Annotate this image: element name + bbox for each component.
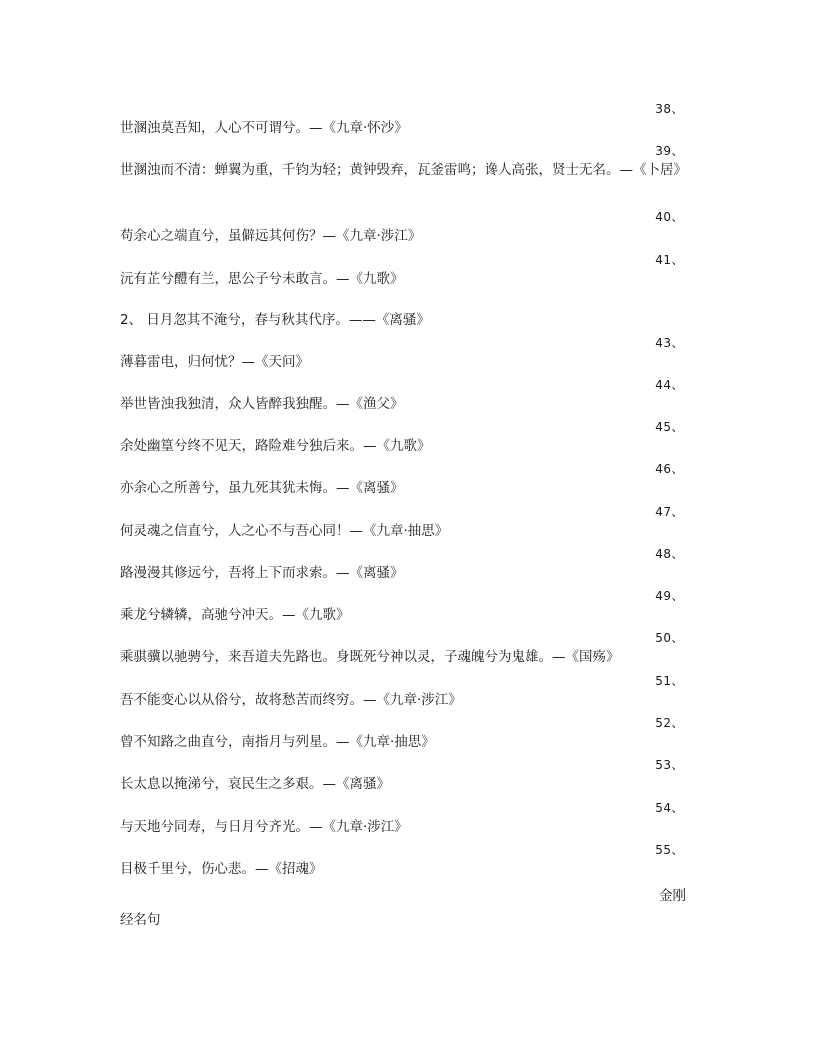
quote-line: 沅有芷兮醴有兰，思公子兮未敢言。—《九歌》 bbox=[120, 271, 404, 287]
quote-line: 世溷浊而不清：蝉翼为重，千钧为轻；黄钟毁弃，瓦釜雷鸣；谗人高张，贤士无名。—《卜居》 bbox=[120, 162, 687, 178]
entry-number: 46、 bbox=[655, 462, 684, 476]
quote-line: 吾不能变心以从俗兮，故将愁苦而终穷。—《九章·涉江》 bbox=[120, 692, 462, 708]
quote-line: 余处幽篁兮终不见天，路险难兮独后来。—《九歌》 bbox=[120, 438, 431, 454]
quote-line: 何灵魂之信直兮，人之心不与吾心同！—《九章·抽思》 bbox=[120, 523, 449, 539]
quote-line: 世溷浊莫吾知，人心不可谓兮。—《九章·怀沙》 bbox=[120, 120, 408, 136]
quote-line: 2、 日月忽其不淹兮，春与秋其代序。——《离骚》 bbox=[120, 312, 430, 328]
entry-number: 54、 bbox=[655, 801, 684, 815]
quote-line: 路漫漫其修远兮，吾将上下而求索。—《离骚》 bbox=[120, 565, 404, 581]
quote-line: 长太息以掩涕兮，哀民生之多艰。—《离骚》 bbox=[120, 776, 390, 792]
entry-number: 43、 bbox=[655, 336, 684, 350]
entry-number: 50、 bbox=[655, 631, 684, 645]
entry-number: 48、 bbox=[655, 547, 684, 561]
entry-number: 52、 bbox=[655, 716, 684, 730]
quote-line: 乘龙兮辚辚，高驰兮冲天。—《九歌》 bbox=[120, 607, 350, 623]
entry-number: 40、 bbox=[655, 210, 684, 224]
entry-number: 49、 bbox=[655, 589, 684, 603]
entry-number: 45、 bbox=[655, 420, 684, 434]
quote-line: 亦余心之所善兮，虽九死其犹未悔。—《离骚》 bbox=[120, 480, 404, 496]
entry-number: 44、 bbox=[655, 378, 684, 392]
quote-line: 目极千里兮，伤心悲。—《招魂》 bbox=[120, 861, 323, 877]
quote-line: 举世皆浊我独清，众人皆醉我独醒。—《渔父》 bbox=[120, 396, 404, 412]
quote-line: 薄暮雷电，归何忧？—《天问》 bbox=[120, 354, 309, 370]
section-heading-part: 经名句 bbox=[120, 912, 161, 928]
quote-line: 曾不知路之曲直兮，南指月与列星。—《九章·抽思》 bbox=[120, 734, 435, 750]
entry-number: 38、 bbox=[655, 102, 684, 116]
entry-number: 41、 bbox=[655, 253, 684, 267]
section-heading-part: 金刚 bbox=[659, 888, 686, 904]
quote-line: 与天地兮同寿，与日月兮齐光。—《九章·涉江》 bbox=[120, 819, 408, 835]
entry-number: 47、 bbox=[655, 505, 684, 519]
entry-number: 39、 bbox=[655, 144, 684, 158]
entry-number: 51、 bbox=[655, 674, 684, 688]
quote-line: 苟余心之端直兮，虽僻远其何伤？—《九章·涉江》 bbox=[120, 228, 422, 244]
quote-line: 乘骐骥以驰骋兮，来吾道夫先路也。身既死兮神以灵，子魂魄兮为鬼雄。—《国殇》 bbox=[120, 649, 620, 665]
entry-number: 55、 bbox=[655, 843, 684, 857]
entry-number: 53、 bbox=[655, 758, 684, 772]
